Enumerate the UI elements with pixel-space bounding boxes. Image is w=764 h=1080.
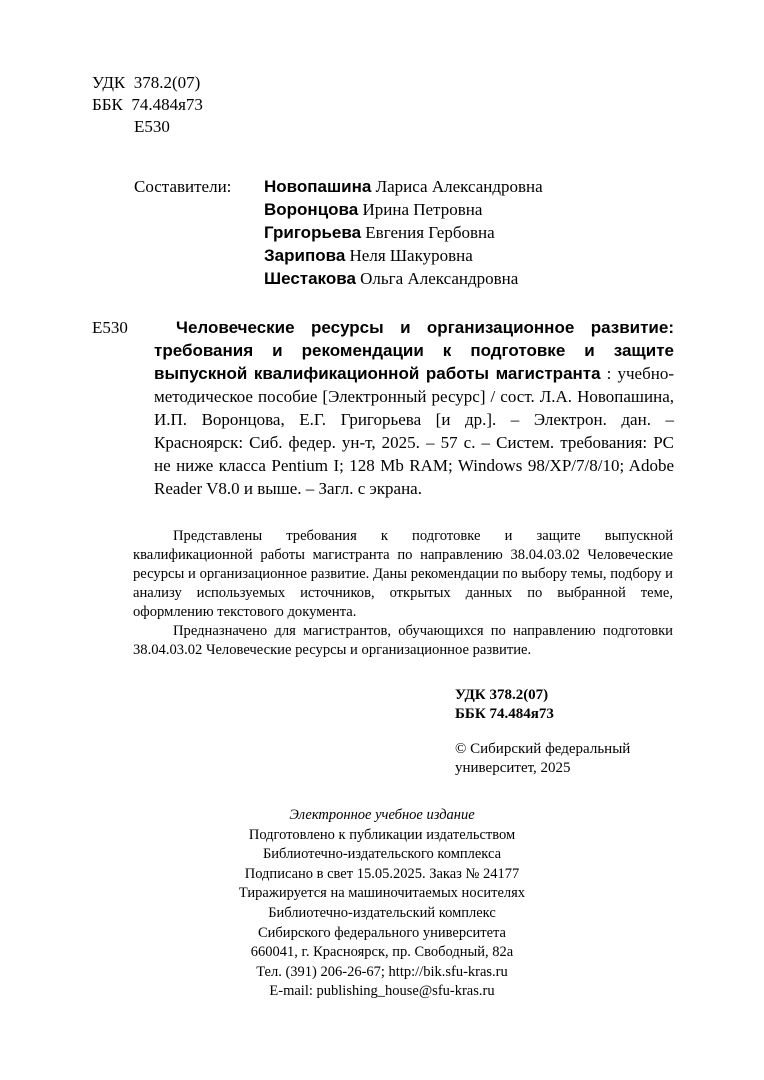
compilers-list <box>264 175 543 290</box>
bbk-code-bold: ББК 74.484я73 <box>455 706 554 722</box>
bibliographic-details: : учебно-методическое пособие [Электронный ресурс] / сост. Л.А. Новопашина, И.П. Воронцова, Е.Г. Григорьева [и др.]. – Электрон. дан. – Красноярск: Сиб. федер. ун-т, 2025. – 57 с. – Систем. требования: PC не ниже класса Pentium I; 128 Mb RAM; Windows 98/XP/7/8/10; Adobe Reader V8.0 и выше. – Загл. с экрана. <box>154 364 674 498</box>
compiler-item <box>264 175 543 198</box>
compiler-given-names: Ирина Петровна <box>358 200 483 219</box>
compiler-given-names: Ольга Александровна <box>355 269 519 288</box>
imprint-line: Библиотечно-издательского комплекса <box>262 846 502 863</box>
bibliographic-code: Е530 <box>92 318 128 337</box>
compiler-surname: Зарипова <box>264 246 346 265</box>
annotation <box>133 527 673 660</box>
imprint-line: Тиражируется на машиночитаемых носителях <box>238 885 526 902</box>
imprint-line: Подписано в свет 15.05.2025. Заказ № 24177 <box>244 865 520 882</box>
compiler-surname: Воронцова <box>264 200 359 219</box>
annotation-paragraph: Представлены требования к подготовке и защите выпускной квалификационной работы магистранта по направлению 38.04.03.02 Человеческие ресурсы и организационное развитие. Даны рекомендации по выбору темы, подбору и анализу используемых источников, открытых данных по выбранной теме, оформлению текстового документа. <box>133 528 673 620</box>
compiler-given-names: Неля Шакуровна <box>345 246 473 265</box>
imprint-line: Сибирского федерального университета <box>258 924 506 941</box>
udk-code: УДК 378.2(07) <box>92 73 201 92</box>
compiler-surname: Новопашина <box>264 177 372 196</box>
copyright-notice <box>455 740 630 778</box>
bibliographic-description <box>154 316 674 500</box>
compilers-label: Составители: <box>134 177 232 196</box>
copyright-line: © Сибирский федеральный <box>455 741 631 757</box>
compiler-item <box>264 267 543 290</box>
classification-footer <box>455 686 554 724</box>
imprint-line: Библиотечно-издательский комплекс <box>268 904 496 921</box>
compiler-item <box>264 198 543 221</box>
compiler-item <box>264 244 543 267</box>
compiler-given-names: Евгения Гербовна <box>361 223 495 242</box>
compiler-surname: Шестакова <box>264 269 356 288</box>
bbk-code: ББК 74.484я73 <box>92 95 203 114</box>
compiler-given-names: Лариса Александровна <box>371 177 543 196</box>
book-title: Человеческие ресурсы и организационное развитие: требования и рекомендации к подготовке и защите выпускной квалификационной работы магистранта <box>154 318 674 383</box>
edition-type: Электронное учебное издание <box>289 807 475 823</box>
copyright-line: университет, 2025 <box>455 760 571 776</box>
udk-code-bold: УДК 378.2(07) <box>455 687 549 703</box>
imprint-block <box>0 806 764 1002</box>
imprint-address: 660041, г. Красноярск, пр. Свободный, 82а <box>250 944 514 961</box>
author-mark: Е530 <box>134 117 170 136</box>
compiler-item <box>264 221 543 244</box>
compiler-surname: Григорьева <box>264 223 362 242</box>
imprint-line: Подготовлено к публикации издательством <box>248 826 516 843</box>
classification-header <box>92 72 203 138</box>
annotation-paragraph: Предназначено для магистрантов, обучающихся по направлению подготовки 38.04.03.02 Человеческие ресурсы и организационное развитие. <box>133 623 673 658</box>
imprint-email: E-mail: publishing_house@sfu-kras.ru <box>269 983 495 1000</box>
imprint-phone-url: Тел. (391) 206-26-67; http://bik.sfu-kras.ru <box>256 963 508 980</box>
